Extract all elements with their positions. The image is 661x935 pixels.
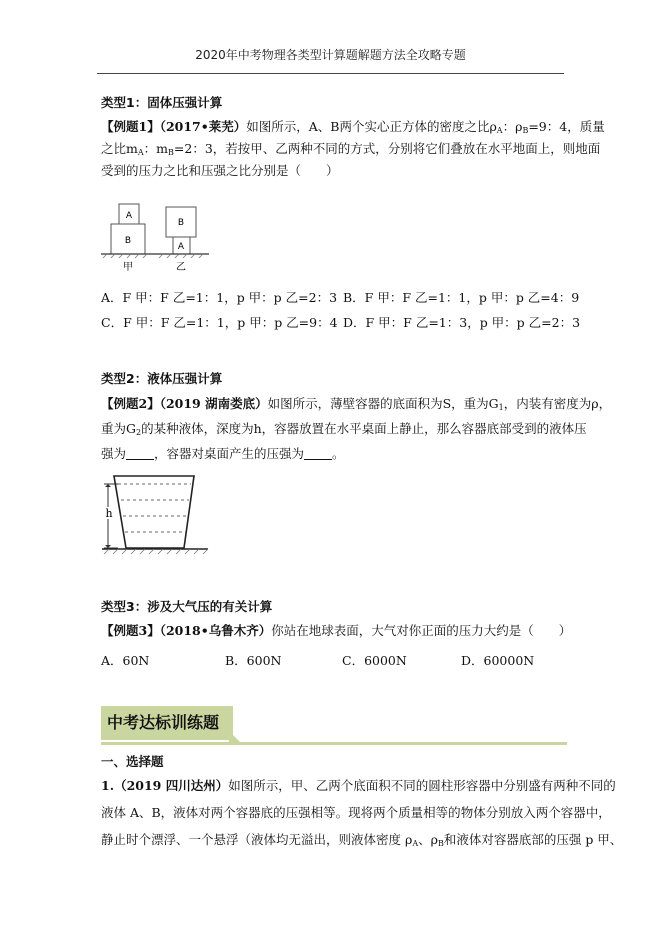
question1-line3 (101, 832, 622, 852)
example2-text: ，内装有密度为ρ， (503, 396, 612, 411)
block-label: B (177, 218, 185, 228)
subscript: A (496, 126, 503, 135)
example2-text: ，容器对桌面产生的压强为 (154, 446, 305, 461)
example1-source: （2017•莱芜） (159, 119, 247, 134)
example3-line1 (101, 623, 571, 639)
question1-source: （2019 四川达州） (114, 778, 229, 793)
training-banner: 中考达标训练题 (101, 706, 233, 740)
example1-text: ：m (143, 141, 168, 156)
option-b: B．F 甲：F 乙=1：1，p 甲：p 乙=4：9 (343, 290, 580, 305)
example2-line3 (101, 446, 345, 462)
option-b: B．600N (225, 653, 282, 668)
answer-blank (304, 447, 332, 460)
example1-text: 如图所示，A、B两个实心正方体的密度之比ρ (246, 119, 497, 134)
example1-line2 (101, 141, 600, 161)
figure-label-jia: 甲 (123, 262, 133, 273)
question1-text: 如图所示，甲、乙两个底面积不同的圆柱形容器中分别盛有两种不同的 (228, 778, 616, 793)
example3-text: 你站在地球表面，大气对你正面的压力大约是（ ） (271, 623, 572, 638)
answer-blank (126, 447, 154, 460)
option-c: C．6000N (342, 653, 407, 668)
example1-text: =2：3，若按甲、乙两种不同的方式，分别将它们叠放在水平地面上，则地面 (173, 141, 601, 156)
example2-source: （2019 湖南娄底） (159, 396, 268, 411)
example3-source: （2018•乌鲁木齐） (159, 623, 272, 638)
question1-text: 静止时个漂浮、一个悬浮（液体均无溢出，则液体密度 ρ (101, 832, 413, 847)
question-number: 1. (101, 778, 115, 793)
subscript: B (522, 126, 529, 135)
banner-underline (101, 742, 567, 745)
example1-text: =9：4，质量 (528, 119, 605, 134)
option-a: A．F 甲：F 乙=1：1，p 甲：p 乙=2：3 (101, 290, 338, 305)
question1-line2: 液体 A、B，液体对两个容器底的压强相等。现将两个质量相等的物体分别放入两个容器中， (101, 805, 611, 820)
container-figure (100, 474, 210, 556)
example1-text: ：ρ (502, 119, 523, 134)
section-heading-type2: 类型2：液体压强计算 (101, 371, 223, 386)
section-heading-type3: 类型3：涉及大气压的有关计算 (101, 599, 273, 614)
option-c: C．F 甲：F 乙=1：1，p 甲：p 乙=9：4 (101, 315, 338, 330)
question1-text: 和液体对容器底部的压强 p 甲、 (443, 832, 623, 847)
example2-line1 (101, 396, 611, 416)
example2-text: 的某种液体，深度为h，容器放置在水平桌面上静止，那么容器底部受到的液体压 (141, 421, 587, 436)
example2-text: 。 (332, 446, 345, 461)
block-label: A (125, 211, 133, 221)
subscript: B (437, 839, 444, 848)
question1-text: 、ρ (418, 832, 438, 847)
example2-text: 如图所示，薄壁容器的底面积为S，重为G (267, 396, 499, 411)
page-header: 2020年中考物理各类型计算题解题方法全攻略专题 (195, 48, 466, 62)
subscript: B (168, 148, 174, 157)
depth-label: h (105, 507, 113, 520)
figure-label-yi: 乙 (176, 262, 186, 273)
block-label: A (177, 242, 185, 252)
question1-line1 (101, 778, 616, 794)
example1-text: 之比m (101, 141, 138, 156)
stacked-blocks-figure (101, 200, 211, 275)
example2-text: 强为 (101, 446, 127, 461)
example2-tag: 【例题2】 (101, 396, 160, 411)
example1-line3: 受到的压力之比和压强之比分别是（ ） (101, 163, 339, 178)
section-heading-type1: 类型1：固体压强计算 (101, 95, 223, 110)
example1-line1 (101, 119, 605, 139)
container-wall (114, 476, 194, 548)
option-a: A．60N (101, 653, 150, 668)
block-label: B (124, 236, 132, 246)
subscript: 1 (498, 403, 504, 412)
option-d: D．60000N (461, 653, 535, 668)
header-rule (97, 73, 564, 74)
choice-subheading: 一、选择题 (101, 754, 164, 769)
subscript: A (137, 148, 144, 157)
example3-tag: 【例题3】 (101, 623, 160, 638)
subscript: A (412, 839, 419, 848)
option-d: D．F 甲：F 乙=1：3，p 甲：p 乙=2：3 (343, 315, 581, 330)
subscript: 2 (136, 428, 142, 437)
example1-tag: 【例题1】 (101, 119, 160, 134)
example2-line2 (101, 421, 587, 441)
example2-text: 重为G (101, 421, 136, 436)
